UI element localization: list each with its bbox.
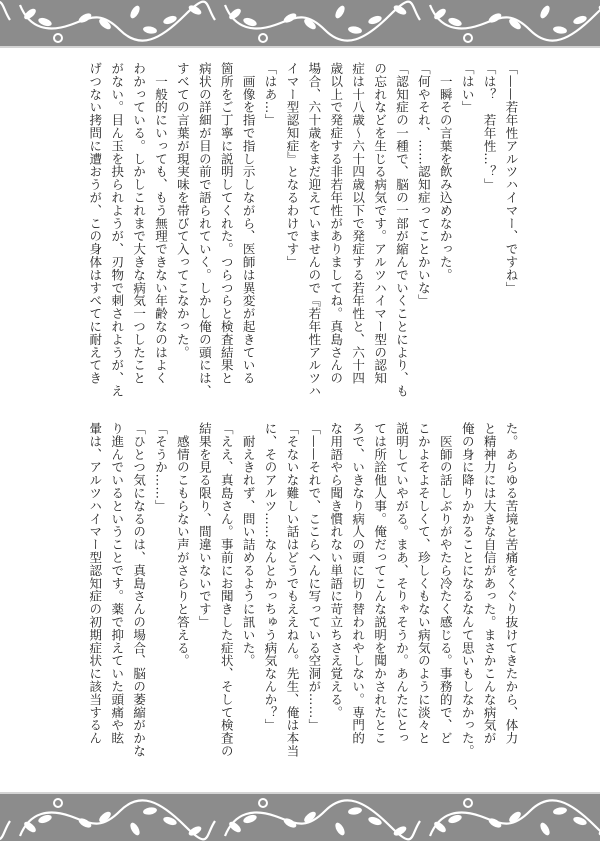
bottom-vine-border [0,792,600,841]
text-column: 感情のこもらない声がさらりと答える。 [175,422,191,668]
text-column: な用語やら聞き慣れない単語に苛立ちさえ覚える。 [328,422,344,719]
text-column: がない。目ん玉を抉られようが、刃物で刺されようが、え [109,62,125,398]
text-column: 医師の話しぶりがやたら冷たく感じる。事務的で、ど [438,422,454,745]
text-column: 病状の詳細が目の前で語られていく。しかし俺の頭には、 [197,62,213,398]
text-column: 「——それで、ここらへんに写っている空洞が……」 [306,422,322,732]
text-column: た。あらゆる苦境と苦痛をくぐり抜けてきたから、体力 [504,422,519,745]
text-column: すべての言葉が現実味を帯びて入ってこなかった。 [175,62,191,359]
text-column: 「そないな難しい話はどうでもええねん。先生、俺は本当 [284,422,300,758]
text-column: 説明していやがる。まあ、そりゃそうか。あんたにとっ [394,422,410,745]
upper-text-block [82,62,522,412]
vine-ornament-icon [0,0,600,46]
text-column: り進んでいるということです。薬で抑えていた頭痛や眩 [109,422,125,745]
text-column: 暈は、アルツハイマー型認知症の初期症状に該当するん [87,422,103,745]
text-column: 「はあ…」 [263,62,279,127]
vine-ornament-icon [0,794,600,841]
text-column: に、そのアルツ……なんとかっちゅう病気なんか？」 [263,422,279,732]
text-column: 俺の身に降りかかることになるなんて思いもしなかった。 [460,422,476,758]
text-column: と精神力には大きな自信があった。まさかこんな病気が [482,422,498,745]
text-column: 一瞬その言葉を飲み込めなかった。 [438,62,454,282]
text-column: 「何やそれ、……認知症ってことかいな」 [416,62,432,308]
text-column: 「は？ 若年性…？」 [482,62,498,191]
text-column: 歳以上で発症する非若年性がありましてね。真島さんの [328,62,344,385]
text-column: 症は十八歳～六十四歳以下で発症する若年性と、六十四 [350,62,366,385]
text-column: ては所詮他人事。俺だってこんな説明を聞かされたとこ [372,422,388,745]
text-column: 「そうか……」 [153,422,169,513]
lower-text-block [82,422,522,772]
text-column: イマー型認知症』となるわけです」 [284,62,300,269]
text-column: 「はい」 [460,62,476,114]
text-column: 「認知症の一種で、脳の一部が縮んでいくことにより、も [394,62,410,398]
top-vine-border [0,0,600,48]
text-column: 場合、六十歳をまだ迎えていませんので『若年性アルツハ [306,62,322,398]
text-column: 「——若年性アルツハイマー、ですね」 [504,62,519,295]
text-column: 画像を指で指し示しながら、医師は異変が起きている [241,62,257,385]
text-column: の忘れなどを生じる病気です。アルツハイマー型の認知 [372,62,388,385]
text-column: 一般的にいっても、もう無理できない年齢なのはよく [153,62,169,385]
text-column: こかよそよそしくて、珍しくもない病気のように淡々と [416,422,432,745]
text-column: ろで、いきなり病人の頭に切り替われやしない。専門的 [350,422,366,745]
text-column: 箇所をご丁寧に説明してくれた。つらつらと検査結果と [219,62,235,385]
text-column: 耐えきれず、問い詰めるように訊いた。 [241,422,257,668]
text-column: 「ひとつ気になるのは、真島さんの場合、脳の萎縮がかな [131,422,147,758]
text-column: わかっている。しかしこれまで大きな病気一つしたこと [131,62,147,385]
text-column: げつない拷問に遭おうが、この身体はすべてに耐えてき [87,62,103,385]
text-column: 結果を見る限り、間違いないです」 [197,422,213,629]
text-column: 「ええ、真島さん。事前にお聞きした症状、そして検査の [219,422,235,758]
